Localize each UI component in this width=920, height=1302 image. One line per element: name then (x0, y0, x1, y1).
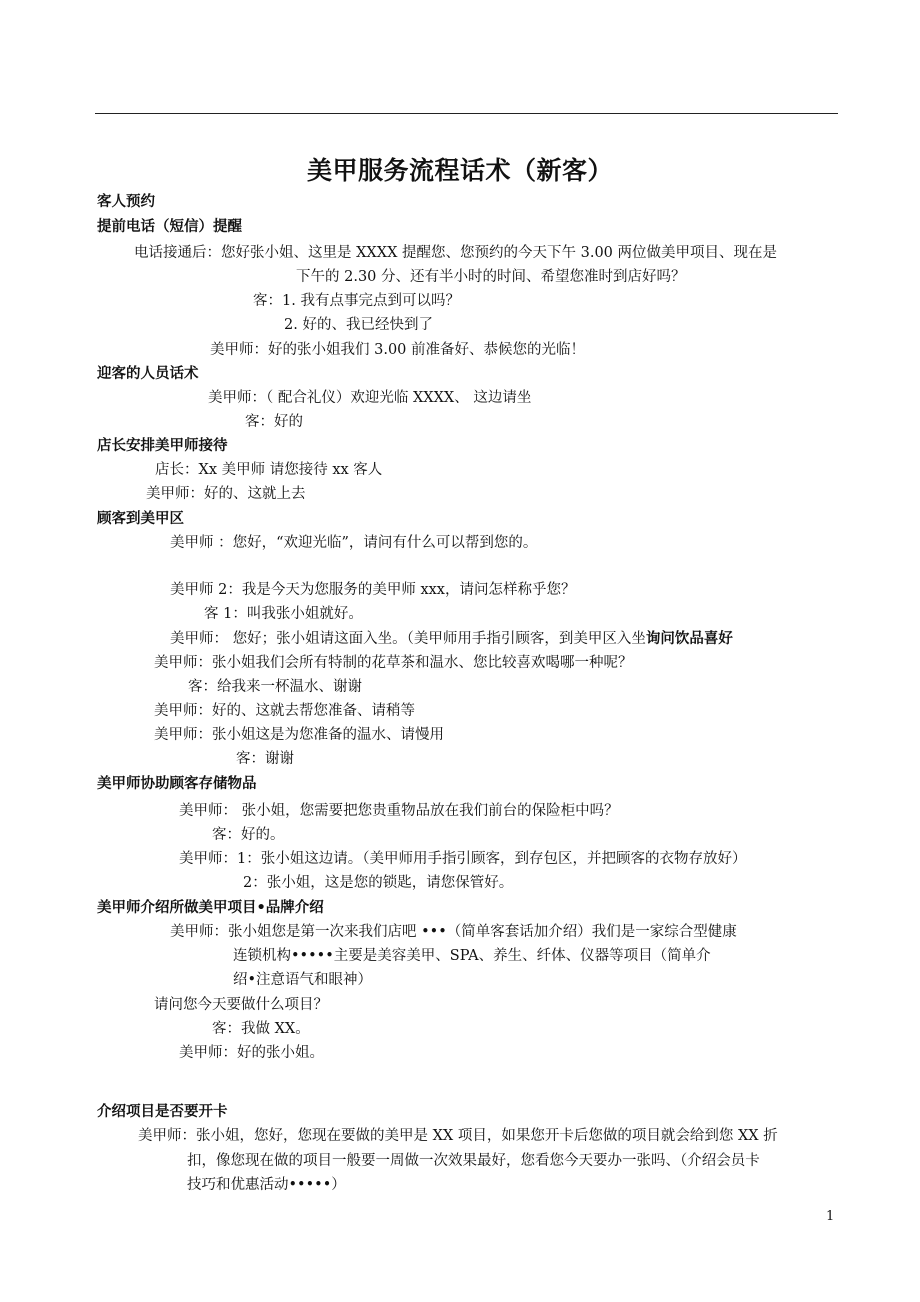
section-heading-store-belongings: 美甲师协助顾客存储物品 (97, 776, 257, 792)
section-heading-reservation: 客人预约 (97, 194, 155, 210)
dialogue-line: 美甲师：张小姐我们会所有特制的花草茶和温水、您比较喜欢喝哪一种呢？ (154, 655, 633, 671)
dialogue-line: 客：1. 我有点事完点到可以吗？ (253, 293, 460, 309)
page-number: 1 (826, 1209, 835, 1224)
section-heading-arrive-nail-area: 顾客到美甲区 (97, 511, 184, 527)
dialogue-line: 绍•注意语气和眼神） (233, 972, 373, 988)
dialogue-line: 2：张小姐，这是您的锁匙，请您保管好。 (243, 875, 514, 891)
dialogue-line: 客 1：叫我张小姐就好。 (204, 606, 363, 622)
section-heading-membership-card: 介绍项目是否要开卡 (97, 1104, 228, 1120)
dialogue-line: 客：我做 XX。 (212, 1021, 310, 1037)
dialogue-line: 美甲师 ：您好，“欢迎光临”，请问有什么可以帮到您的。 (170, 535, 538, 551)
dialogue-line: 电话接通后：您好张小姐、这里是 XXXX 提醒您、您预约的今天下午 3.00 两位做美甲项目、现在是 (134, 245, 778, 261)
dialogue-line: 连锁机构•••••主要是美容美甲、SPA、养生、纤体、仪器等项目（简单介 (233, 948, 711, 964)
dialogue-line: 美甲师：（ 配合礼仪）欢迎光临 XXXX、 这边请坐 (208, 390, 532, 406)
dialogue-line: 请问您今天要做什么项目？ (154, 997, 328, 1013)
dialogue-line: 店长：Xx 美甲师 请您接待 xx 客人 (155, 462, 383, 478)
dialogue-line: 美甲师：张小姐，您好，您现在要做的美甲是 XX 项目，如果您开卡后您做的项目就会给到您 XX 折 (138, 1128, 778, 1144)
dialogue-line: 技巧和优惠活动•••••） (187, 1177, 346, 1193)
dialogue-line: 扣，像您现在做的项目一般要一周做一次效果最好，您看您今天要办一张吗、（介绍会员卡 (187, 1153, 760, 1169)
dialogue-line (170, 629, 733, 649)
section-heading-project-intro: 美甲师介绍所做美甲项目•品牌介绍 (97, 900, 324, 916)
dialogue-line: 美甲师：好的、这就上去 (146, 486, 306, 502)
dialogue-line: 美甲师：好的张小姐我们 3.00 前准备好、恭候您的光临！ (210, 342, 586, 358)
dialogue-line: 美甲师：好的张小姐。 (179, 1045, 324, 1061)
header-rule (95, 113, 838, 114)
section-heading-greeting: 迎客的人员话术 (97, 366, 199, 382)
dialogue-line: 客：给我来一杯温水、谢谢 (188, 679, 362, 695)
dialogue-line: 客：谢谢 (236, 751, 294, 767)
dialogue-line: 下午的 2.30 分、还有半小时的时间、希望您准时到店好吗？ (296, 269, 686, 285)
dialogue-line: 美甲师：张小姐这是为您准备的温水、请慢用 (154, 727, 444, 743)
dialogue-line: 美甲师：张小姐您是第一次来我们店吧 •••（简单客套话加介绍）我们是一家综合型健康 (170, 924, 737, 940)
section-heading-reminder-call: 提前电话（短信）提醒 (97, 219, 242, 235)
page-title: 美甲服务流程话术（新客） (306, 156, 613, 185)
dialogue-line: 美甲师： 张小姐，您需要把您贵重物品放在我们前台的保险柜中吗？ (179, 803, 619, 819)
dialogue-line: 客：好的。 (212, 827, 285, 843)
section-heading-manager-assign: 店长安排美甲师接待 (97, 438, 228, 454)
dialogue-line: 客：好的 (245, 414, 303, 430)
dialogue-line: 美甲师：好的、这就去帮您准备、请稍等 (154, 703, 415, 719)
dialogue-line: 美甲师 2：我是今天为您服务的美甲师 xxx，请问怎样称乎您？ (170, 582, 576, 598)
inline-heading-drink-preference: 询问饮品喜好 (645, 631, 733, 647)
dialogue-line: 2. 好的、我已经快到了 (284, 317, 433, 333)
dialogue-text: 美甲师： 您好；张小姐请这面入坐。（美甲师用手指引顾客，到美甲区入坐 (170, 631, 646, 647)
dialogue-line: 美甲师：1：张小姐这边请。（美甲师用手指引顾客，到存包区，并把顾客的衣物存放好） (179, 851, 747, 867)
